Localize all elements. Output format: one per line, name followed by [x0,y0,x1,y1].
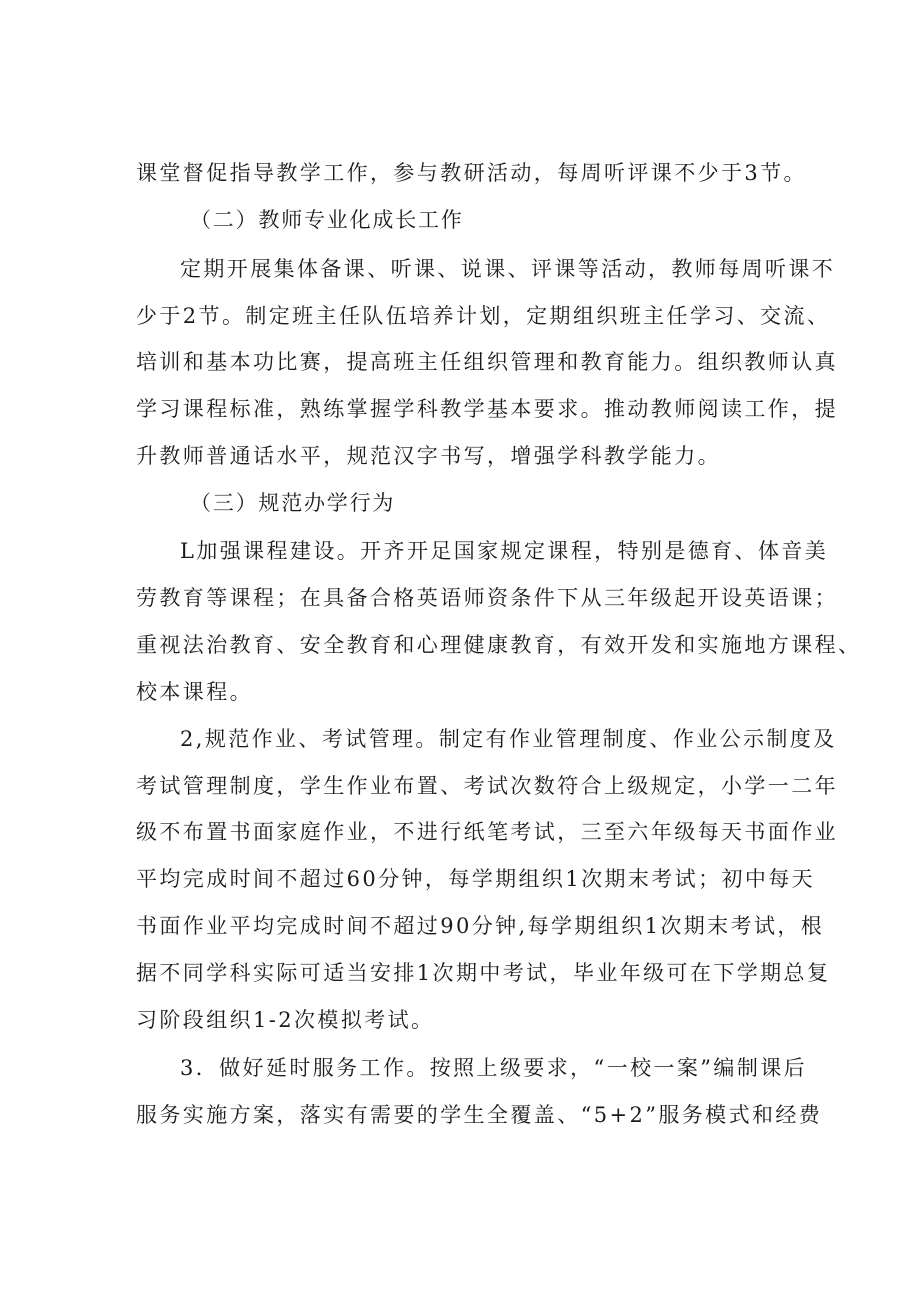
paragraph-line: 学习课程标准，熟练掌握学科教学基本要求。推动教师阅读工作，提 [136,397,838,421]
paragraph-line: 据不同学科实际可适当安排1次期中考试，毕业年级可在下学期总复 [136,961,831,985]
paragraph-line: 校本课程。 [136,680,253,704]
paragraph-line: 少于2节。制定班主任队伍培养计划，定期组织班主任学习、交流、 [136,304,831,328]
paragraph-line: 升教师普通话水平，规范汉字书写，增强学科教学能力。 [136,444,721,468]
paragraph-line: 考试管理制度，学生作业布置、考试次数符合上级规定，小学一二年 [136,774,838,798]
paragraph-line: 习阶段组织1-2次模拟考试。 [136,1008,435,1032]
paragraph-line: L加强课程建设。开齐开足国家规定课程，特别是德育、体音美 [180,539,829,563]
paragraph-line: 定期开展集体备课、听课、说课、评课等活动，教师每周听课不 [180,257,836,281]
paragraph-line: 劳教育等课程；在具备合格英语师资条件下从三年级起开设英语课； [136,586,838,610]
paragraph-line: 服务实施方案，落实有需要的学生全覆盖、“5+2”服务模式和经费 [136,1103,823,1127]
section-heading-3: （三）规范办学行为 [190,491,396,515]
paragraph-line: 平均完成时间不超过60分钟，每学期组织1次期末考试；初中每天 [136,867,816,891]
paragraph-line: 级不布置书面家庭作业，不进行纸笔考试，三至六年级每天书面作业 [136,820,838,844]
paragraph-line: 书面作业平均完成时间不超过90分钟,每学期组织1次期末考试，根 [136,914,825,938]
paragraph-line: 3．做好延时服务工作。按照上级要求，“一校一案”编制课后 [180,1056,808,1080]
paragraph-line: 2,规范作业、考试管理。制定有作业管理制度、作业公示制度及 [180,727,837,751]
paragraph-line: 重视法治教育、安全教育和心理健康教育，有效开发和实施地方课程、 [136,633,862,657]
section-heading-2: （二）教师专业化成长工作 [190,208,464,232]
paragraph-line: 培训和基本功比赛，提高班主任组织管理和教育能力。组织教师认真 [136,350,838,374]
paragraph-line: 课堂督促指导教学工作，参与教研活动，每周听评课不少于3节。 [136,161,807,185]
